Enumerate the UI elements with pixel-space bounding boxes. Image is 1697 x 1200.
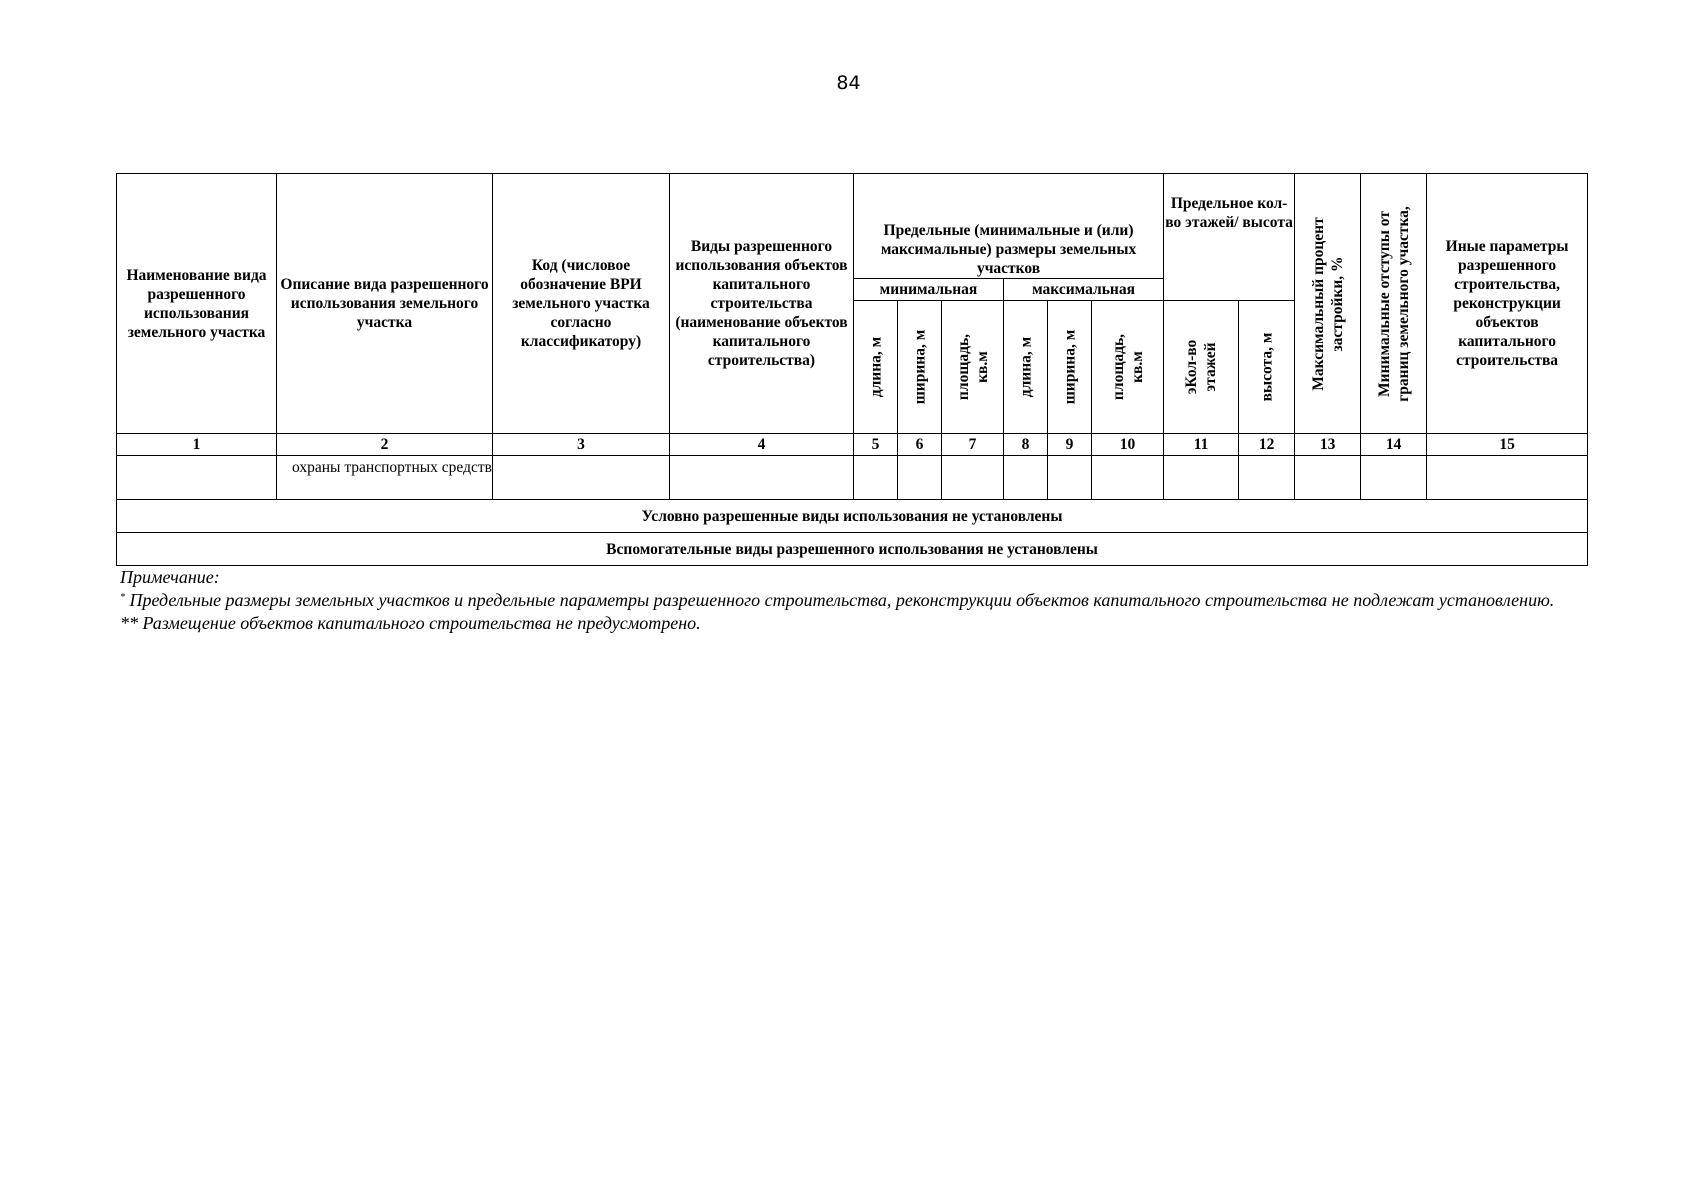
notes-title: Примечание: (120, 567, 220, 587)
header-use-description: Описание вида разрешенного использования земельного участка (277, 174, 493, 434)
header-max-area: площадь, кв.м (1092, 301, 1164, 434)
col-number: 6 (898, 434, 942, 456)
auxiliary-uses-text: Вспомогательные виды разрешенного использования не установлены (117, 533, 1588, 566)
header-max-coverage (1295, 174, 1361, 434)
header-other-params: Иные параметры разрешенного строительства, реконструкции объектов капитального строительства (1427, 174, 1588, 434)
table-cell (854, 456, 898, 500)
header-floor-count: эКол-во этажей (1164, 301, 1239, 434)
header-min-setbacks (1361, 174, 1427, 434)
col-number: 3 (493, 434, 670, 456)
header-height: высота, м (1239, 301, 1295, 434)
header-capital-objects: Виды разрешенного использования объектов капитального строительства (наименование объектов капитального строительства) (670, 174, 854, 434)
table-cell (898, 456, 942, 500)
col-number: 8 (1004, 434, 1048, 456)
header-max-width: ширина, м (1048, 301, 1092, 434)
col-number: 2 (277, 434, 493, 456)
table-cell (493, 456, 670, 500)
col-number: 9 (1048, 434, 1092, 456)
note-1 (120, 589, 1600, 612)
table-cell (1164, 456, 1239, 500)
header-maximum: максимальная (1004, 279, 1164, 301)
header-min-setbacks-text: Минимальные отступы от границ земельного участка, (1375, 205, 1412, 402)
header-max-coverage-text: Максимальный процент застройки, % (1309, 216, 1346, 391)
conditional-uses-text: Условно разрешенные виды использования не установлены (117, 500, 1588, 533)
header-minimum: минимальная (854, 279, 1004, 301)
header-plot-limits: Предельные (минимальные и (или) максимальные) размеры земельных участков (854, 174, 1164, 279)
header-use-code: Код (числовое обозначение ВРИ земельного участка согласно классификатору) (493, 174, 670, 434)
header-min-length: длина, м (854, 301, 898, 434)
table-cell (1295, 456, 1361, 500)
col-number: 5 (854, 434, 898, 456)
table-cell (1361, 456, 1427, 500)
col-number: 14 (1361, 434, 1427, 456)
table-cell (942, 456, 1004, 500)
auxiliary-uses-row (117, 533, 1588, 566)
header-max-length: длина, м (1004, 301, 1048, 434)
conditional-uses-row (117, 500, 1588, 533)
table-cell (1048, 456, 1092, 500)
table-cell (1239, 456, 1295, 500)
header-min-area: площадь, кв.м (942, 301, 1004, 434)
table-cell (670, 456, 854, 500)
page-number: 84 (836, 72, 861, 94)
table-cell (1092, 456, 1164, 500)
table-cell (117, 456, 277, 500)
header-row-1 (117, 174, 1588, 279)
col-number: 7 (942, 434, 1004, 456)
note-2: ** Размещение объектов капитального строительства не предусмотрено. (120, 613, 701, 633)
zoning-table (116, 173, 1588, 566)
table-cell (1004, 456, 1048, 500)
col-number: 10 (1092, 434, 1164, 456)
note-1-mark: * (120, 592, 125, 603)
header-floors-height: Предельное кол-во этажей/ высота (1164, 174, 1295, 301)
note-1-text: Предельные размеры земельных участков и предельные параметры разрешенного строительства, реконструкции объектов капитального строительства не подлежат установлению. (125, 590, 1555, 610)
col-number: 15 (1427, 434, 1588, 456)
row-description: охраны транспортных средств (277, 456, 493, 500)
col-number: 11 (1164, 434, 1239, 456)
col-number: 4 (670, 434, 854, 456)
col-number: 1 (117, 434, 277, 456)
notes (120, 566, 1600, 635)
header-min-width: ширина, м (898, 301, 942, 434)
table-row (117, 456, 1588, 500)
col-number: 13 (1295, 434, 1361, 456)
table-cell (1427, 456, 1588, 500)
header-use-name: Наименование вида разрешенного использования земельного участка (117, 174, 277, 434)
column-number-row (117, 434, 1588, 456)
col-number: 12 (1239, 434, 1295, 456)
